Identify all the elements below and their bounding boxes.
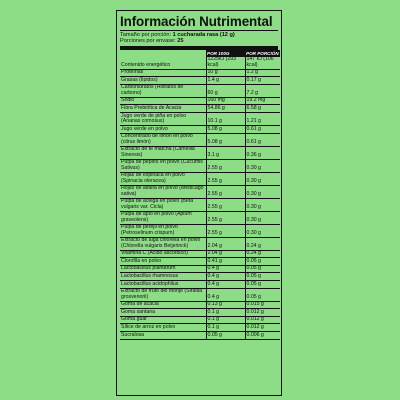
table-row: [120, 331, 280, 339]
table-row: [120, 324, 280, 332]
value-per-100g: 54.86 g: [206, 105, 245, 113]
value-per-100g: 2.55 g: [206, 185, 245, 198]
nutrient-name: Grasas (lípidos): [120, 77, 206, 85]
table-row: [120, 159, 280, 172]
serving-info: [120, 32, 278, 45]
header-nutrient: [120, 50, 206, 57]
value-per-serving: 6.58 g: [245, 105, 280, 113]
table-row: [120, 97, 280, 105]
table-row: [120, 198, 280, 211]
table-row: [120, 309, 280, 317]
value-per-100g: 2.04 g: [206, 250, 245, 258]
header-per-serving: POR PORCIÓN: [246, 50, 279, 56]
value-per-100g: 0.4 g: [206, 288, 245, 301]
table-row: [120, 77, 280, 85]
value-per-serving: 0.24 g: [245, 237, 280, 250]
nutrient-name: Vitamina C (Ácido ascórbico): [120, 250, 206, 258]
nutrient-name: Pulpa de apio en polvo (Apium graveolens): [120, 211, 206, 224]
nutrient-name: Pulpa de pepino en polvo (Cucumis Sativus): [120, 159, 206, 172]
table-row: [120, 146, 280, 159]
table-row: [120, 57, 280, 70]
nutrient-name: Sodio: [120, 97, 206, 105]
nutrient-name: Lactobacillus plantarum: [120, 265, 206, 273]
nutrient-name: Lactobacillus acidophilus: [120, 280, 206, 288]
nutrient-name: Extracto de fruto del monje (Siraitia grosvenorii): [120, 288, 206, 301]
value-per-100g: 0.4 g: [206, 280, 245, 288]
table-row: [120, 280, 280, 288]
table-row: [120, 265, 280, 273]
table-row: [120, 84, 280, 97]
value-per-100g: 0.13 g: [206, 301, 245, 309]
nutrient-name: Concentrado de limón en polvo (citrus limón): [120, 133, 206, 146]
table-row: [120, 105, 280, 113]
table-row: [120, 125, 280, 133]
value-per-serving: 0.30 g: [245, 198, 280, 211]
nutrient-name: Sílice de arroz en polvo: [120, 324, 206, 332]
nutrient-name: Extracto de té matcha (Camellia Sinensis): [120, 146, 206, 159]
nutrient-name: Proteínas: [120, 69, 206, 77]
nutrient-name: Fibra Prebiótica de Acacia: [120, 105, 206, 113]
value-per-serving: 0.05 g: [245, 288, 280, 301]
nutrient-name: Hojas de alfalfa en polvo (Medicago sativa): [120, 185, 206, 198]
value-per-100g: 2.04 g: [206, 237, 245, 250]
value-per-100g: 2.55 g: [206, 224, 245, 237]
value-per-serving: 0.24 g: [245, 250, 280, 258]
table-row: [120, 69, 280, 77]
table-row: [120, 237, 280, 250]
value-per-100g: 0.1 g: [206, 324, 245, 332]
serving-size-label: Tamaño por porción:: [120, 32, 171, 38]
value-per-100g: 5.08 g: [206, 133, 245, 146]
table-row: [120, 288, 280, 301]
nutrient-name: Clorofila en polvo: [120, 258, 206, 266]
nutrient-name: Carbohidratos (Hidratos de carbono): [120, 84, 206, 97]
table-row: [120, 112, 280, 125]
servings-label: Porciones por envase:: [120, 38, 176, 45]
value-per-100g: 160 mg: [206, 97, 245, 105]
value-per-100g: 2.55 g: [206, 159, 245, 172]
value-per-100g: 3.1 g: [206, 146, 245, 159]
value-per-100g: 2.55 g: [206, 211, 245, 224]
nutrient-name: Goma xantana: [120, 309, 206, 317]
nutrient-name: Contenido energético: [120, 57, 206, 70]
table-row: [120, 250, 280, 258]
nutrition-table: [120, 50, 280, 340]
value-per-serving: 0.012 g: [245, 309, 280, 317]
value-per-serving: 0.05 g: [245, 280, 280, 288]
table-row: [120, 185, 280, 198]
nutrient-name: Goma guar: [120, 316, 206, 324]
serving-size-value: 1 cucharada rasa (12 g): [172, 32, 235, 38]
value-per-serving: 0.61 g: [245, 125, 280, 133]
servings-value: 25: [177, 38, 184, 45]
value-per-serving: 0.012 g: [245, 324, 280, 332]
table-row: [120, 211, 280, 224]
value-per-100g: 0.4 g: [206, 273, 245, 281]
label-title: Información Nutrimental: [120, 14, 278, 31]
value-per-100g: 0.1 g: [206, 316, 245, 324]
table-row: [120, 316, 280, 324]
value-per-serving: 147 kJ (106 kcal): [245, 57, 280, 70]
nutrient-name: Sucralosa: [120, 331, 206, 339]
table-row: [120, 273, 280, 281]
value-per-serving: 0.30 g: [245, 159, 280, 172]
value-per-serving: 0.05 g: [245, 273, 280, 281]
value-per-100g: 2.55 g: [206, 198, 245, 211]
value-per-100g: 60 g: [206, 84, 245, 97]
value-per-100g: 10 g: [206, 69, 245, 77]
value-per-100g: 0.05 g: [206, 331, 245, 339]
value-per-100g: 10.1 g: [206, 112, 245, 125]
value-per-serving: 7.2 g: [245, 84, 280, 97]
value-per-serving: 0.61 g: [245, 133, 280, 146]
nutrient-name: Pulpa de acelga en polvo (Beta vulgaris var. Cicla): [120, 198, 206, 211]
value-per-serving: 0.30 g: [245, 211, 280, 224]
value-per-100g: 0.4 g: [206, 265, 245, 273]
value-per-serving: 0.30 g: [245, 172, 280, 185]
value-per-100g: 0.41 g: [206, 258, 245, 266]
table-row: [120, 133, 280, 146]
nutrient-name: Jugo verde de piña en polvo (Ananas comosus): [120, 112, 206, 125]
nutrient-name: Jugo verde en polvo: [120, 125, 206, 133]
value-per-serving: 0.006 g: [245, 331, 280, 339]
value-per-serving: 0.30 g: [245, 185, 280, 198]
value-per-serving: 19.2 mg: [245, 97, 280, 105]
value-per-100g: 0.1 g: [206, 309, 245, 317]
value-per-serving: 1.2 g: [245, 69, 280, 77]
nutrition-rows: [120, 57, 280, 339]
header-per-100g: POR 100G: [206, 50, 245, 57]
value-per-serving: 0.36 g: [245, 146, 280, 159]
value-per-serving: 0.015 g: [245, 301, 280, 309]
servings-per-container: [120, 38, 278, 44]
value-per-serving: 0.30 g: [245, 224, 280, 237]
table-row: [120, 301, 280, 309]
value-per-100g: 1.4 g: [206, 77, 245, 85]
value-per-100g: 5.08 g: [206, 125, 245, 133]
value-per-serving: 0.05 g: [245, 265, 280, 273]
value-per-serving: 0.17 g: [245, 77, 280, 85]
nutrient-name: Pulpa de perejil en polvo (Petroselinum crispum): [120, 224, 206, 237]
value-per-serving: 1.21 g: [245, 112, 280, 125]
table-row: [120, 172, 280, 185]
value-per-100g: 2.55 g: [206, 172, 245, 185]
nutrient-name: Goma de acacia: [120, 301, 206, 309]
nutrient-name: Lactobacillus rhamnosus: [120, 273, 206, 281]
value-per-100g: 1225kJ (293 kcal): [206, 57, 245, 70]
nutrition-label: [116, 10, 282, 396]
table-row: [120, 258, 280, 266]
value-per-serving: 0.05 g: [245, 258, 280, 266]
nutrient-name: Hojas de espinaca en polvo (Spinacia oleracea): [120, 172, 206, 185]
nutrient-name: Extracto de alga chlorella en polvo (Chlorella vulgaris Beijerinck): [120, 237, 206, 250]
value-per-serving: 0.012 g: [245, 316, 280, 324]
table-row: [120, 224, 280, 237]
